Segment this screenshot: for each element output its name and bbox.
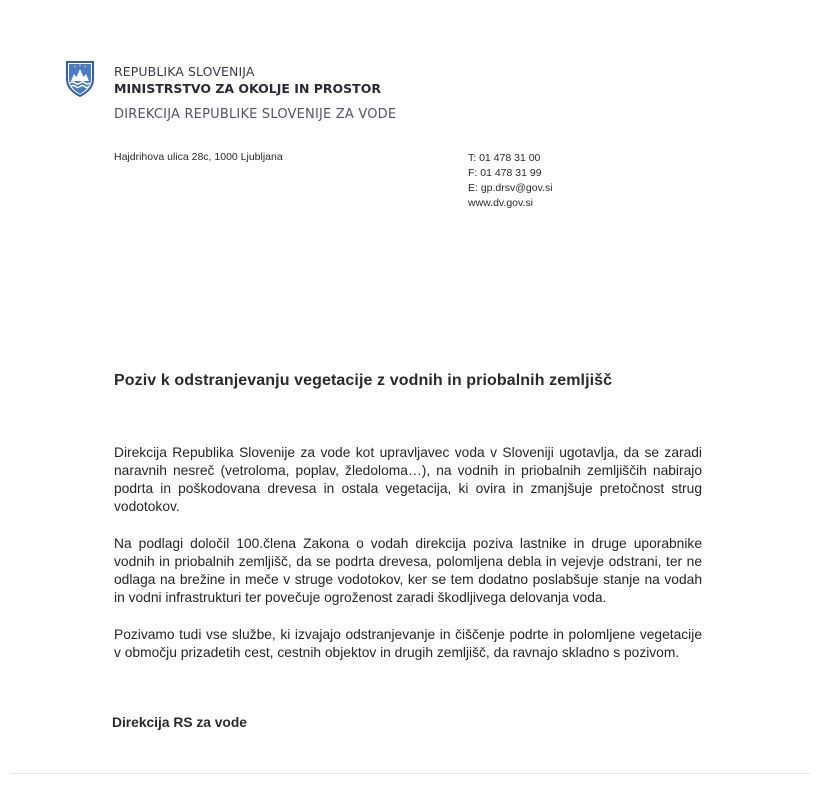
body-paragraph-1: Direkcija Republika Slovenije za vode kot upravljavec voda v Sloveniji ugotavlja, da se zaradi naravnih nesreč (vetroloma, poplav, žledoloma…), na vodnih in priobalnih zemljiščih nabirajo podrta in poškodovana drevesa in ostala vegetacija, ki ovira in zmanjšuje pretočnost strug vodotokov. bbox=[114, 445, 702, 514]
footer-divider bbox=[10, 773, 810, 774]
letterhead-address: Hajdrihova ulica 28c, 1000 Ljubljana bbox=[114, 151, 283, 163]
letterhead-contacts bbox=[468, 151, 553, 211]
document-title: Poziv k odstranjevanju vegetacije z vodnih in priobalnih zemljišč bbox=[114, 372, 613, 389]
contact-phone: T: 01 478 31 00 bbox=[468, 152, 541, 164]
body-paragraph-3: Pozivamo tudi vse službe, ki izvajajo odstranjevanje in čiščenje podrte in polomljene vegetacije v območju prizadetih cest, cestnih objektov in drugih zemljišč, da ravnajo skladno s pozivom. bbox=[114, 627, 702, 660]
letterhead-ministry: MINISTRSTVO ZA OKOLJE IN PROSTOR bbox=[114, 81, 381, 96]
coat-of-arms-icon bbox=[64, 60, 96, 98]
contact-email: E: gp.drsv@gov.si bbox=[468, 182, 553, 194]
letterhead-directorate: DIREKCIJA REPUBLIKE SLOVENIJE ZA VODE bbox=[114, 107, 397, 122]
signature: Direkcija RS za vode bbox=[112, 715, 247, 730]
contact-fax: F: 01 478 31 99 bbox=[468, 167, 542, 179]
body-paragraph-2: Na podlagi določil 100.člena Zakona o vodah direkcija poziva lastnike in druge uporabnike vodnih in priobalnih zemljišč, da se podrta drevesa, polomljena debla in vejevje odstrani, ter ne odlaga na brežine in meče v struge vodotokov, ker se tem dodatno poslabšuje stanje na vodah in vodni infrastrukturi ter povečuje ogroženost zaradi škodljivega delovanja voda. bbox=[114, 536, 702, 605]
letterhead-country: REPUBLIKA SLOVENIJA bbox=[114, 64, 255, 79]
contact-website: www.dv.gov.si bbox=[468, 197, 533, 209]
